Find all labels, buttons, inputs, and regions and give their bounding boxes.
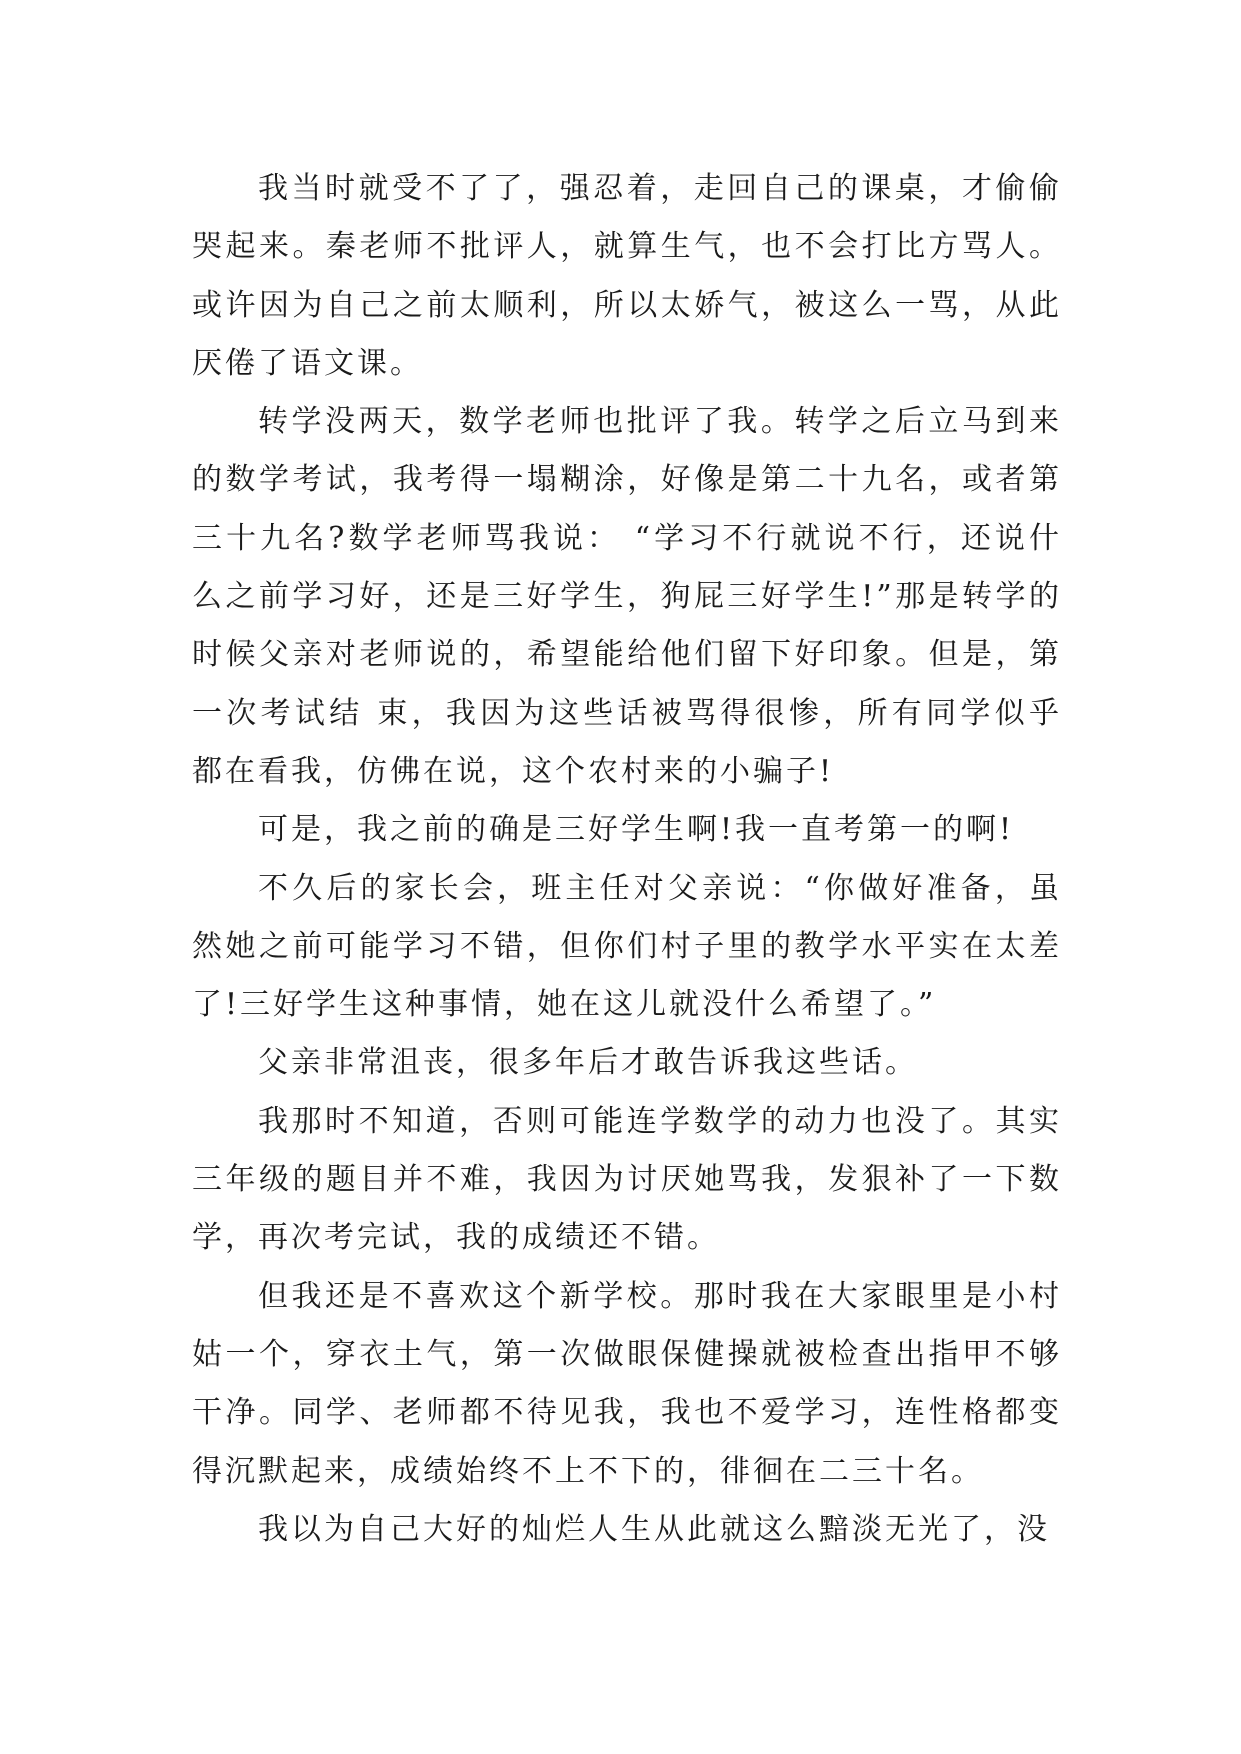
paragraph-3: 可是，我之前的确是三好学生啊!我一直考第一的啊! — [258, 812, 1015, 848]
paragraph-5: 父亲非常沮丧，很多年后才敢告诉我这些话。 — [258, 1045, 918, 1081]
paragraph-6: 我那时不知道，否则可能连学数学的动力也没了。其实三年级的题目并不难，我因为讨厌她骂我，发狠补了一下数学，再次考完试，我的成绩还不错。 — [192, 1103, 1062, 1256]
paragraph-7: 但我还是不喜欢这个新学校。那时我在大家眼里是小村姑一个，穿衣土气，第一次做眼保健操就被检查出指甲不够干净。同学、老师都不待见我，我也不爱学习，连性格都变得沉默起来，成绩始终不上不下的，徘徊在二三十名。 — [192, 1278, 1062, 1489]
paragraph-8: 我以为自己大好的灿烂人生从此就这么黯淡无光了，没 — [258, 1511, 1050, 1547]
paragraph-1: 我当时就受不了了，强忍着，走回自己的课桌，才偷偷哭起来。秦老师不批评人，就算生气，也不会打比方骂人。或许因为自己之前太顺利，所以太娇气，被这么一骂，从此厌倦了语文课。 — [192, 171, 1062, 381]
paragraph-4: 不久后的家长会，班主任对父亲说：“你做好准备，虽然她之前可能学习不错，但你们村子里的教学水平实在太差了!三好学生这种事情，她在这儿就没什么希望了。” — [192, 870, 1062, 1023]
paragraph-2: 转学没两天，数学老师也批评了我。转学之后立马到来的数学考试，我考得一塌糊涂，好像是第二十九名，或者第三十九名?数学老师骂我说： “学习不行就说不行，还说什么之前学习好，还是三好学生，狗屁三好学生!”那是转学的时候父亲对老师说的，希望能给他们留下好印象。但是，第一次考试结 束，我因为这些话被骂得很惨，所有同学似乎都在看我，仿佛在说，这个农村来的小骗子! — [192, 404, 1062, 789]
document-body — [192, 160, 1062, 1559]
